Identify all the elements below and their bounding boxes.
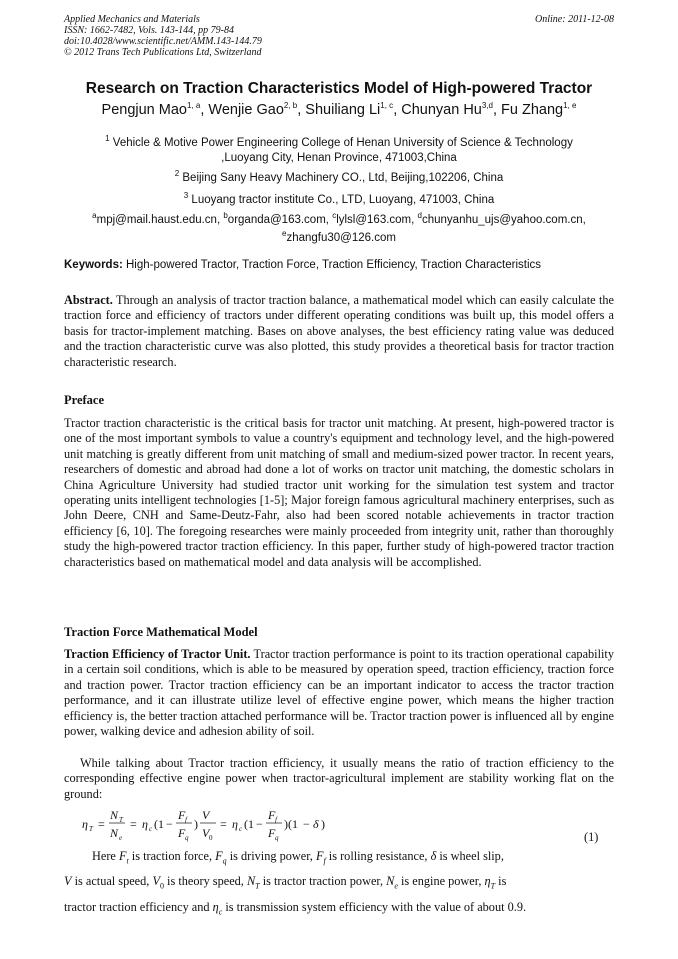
section-heading: Traction Force Mathematical Model: [64, 625, 258, 639]
svg-text:q: q: [185, 834, 189, 842]
svg-text:η: η: [142, 817, 148, 831]
svg-text:F: F: [178, 808, 186, 822]
symbol-definitions: Here $F_t$ is traction force, $F_q$ is driving power, $F_f$ is rolling resistance, δ is wheel slip, V is actual speed, $V_0$ is theory speed, $N_T$ is tractor traction power, $N_e$ is engine power, $\eta_T$ is tractor traction efficiency and $\eta_c$ is transmission system efficiency with the value of about 0.9.: [64, 849, 527, 917]
definition-text: is driving power,: [226, 849, 316, 863]
svg-text:η: η: [82, 817, 88, 831]
svg-text:−: −: [256, 817, 263, 831]
definition-text: is theory speed,: [163, 874, 247, 889]
svg-text:F: F: [178, 826, 186, 840]
email-list: [0, 209, 678, 245]
issn-line: ISSN: 1662-7482, Vols. 143-144, pp 79-84: [64, 25, 234, 36]
definition-text: is transmission system efficiency with the value of about 0.9.: [222, 899, 527, 914]
journal-header: [64, 14, 262, 58]
author-name: Wenjie Gao: [208, 101, 284, 118]
svg-text:f: f: [185, 816, 187, 824]
author-name: Fu Zhang: [501, 101, 564, 118]
abstract-label: Abstract.: [64, 293, 113, 307]
svg-text:F: F: [268, 808, 276, 822]
affiliation-2: [0, 166, 678, 186]
keywords-text: High-powered Tractor, Traction Force, Traction Efficiency, Traction Characteristics: [126, 259, 542, 271]
affiliation-sup: 1: [105, 134, 110, 143]
definition-text: is actual speed,: [71, 874, 153, 889]
affiliation-sup: 2: [174, 169, 180, 178]
paragraph-text: Tractor traction performance is point to its traction operational capability in a certain soil conditions, which is able to be measured by operation speed, traction efficiency, traction force and traction power. Tractor traction efficiency can be an important indicator to access the tractor traction performance, and it can illustrate utilize level of effective engine power, which means the higher traction efficiency is, the better traction attached performance will be. Tractor traction power is influenced all by engine power, walking device and adhesion ability of soil.: [64, 647, 614, 739]
svg-text:f: f: [275, 816, 277, 824]
preface-heading: Preface: [64, 393, 105, 407]
email-sup: e: [282, 228, 287, 238]
author-name: Pengjun Mao: [101, 101, 187, 118]
email: lylsl@163.com,: [336, 213, 418, 226]
definition-text: is wheel slip,: [436, 849, 504, 863]
svg-text:δ: δ: [313, 817, 319, 831]
svg-text:=: =: [220, 817, 227, 831]
preface-text: Tractor traction characteristic is the critical basis for tractor unit matching. At present, high-powered tractor is one of the most important symbols to value a country's equipment and technology level, and the high-powered unit matching is greatly different from unit matching of small and medium-sized power tractor. In recent years, researchers of domestic and abroad had done a lot of works on tractor unit matching, the domestic scholars in China Agriculture University had studied tractor unit working for the simulation test system and tractor operating units intelligent technologies [1-5]; Major foreign famous agricultural machinery enterprises, such as John Deere, CNH and Same-Deutz-Fahr, also had been scored notable achievements in tractor traction efficiency [6, 10]. The foregoing researches were mainly proceeded from integrity unit, rather than thoroughly study the high-powered tractor traction efficiency. In this paper, further study of high-powered tractor traction characteristics based on mathematical model and data analysis will be accomplished.: [64, 416, 614, 569]
definition-text: is tractor traction power,: [259, 874, 387, 889]
paper-title: Research on Traction Characteristics Model of High-powered Tractor: [85, 80, 593, 97]
doi-line: doi:10.4028/www.scientific.net/AMM.143-144.79: [64, 36, 262, 47]
svg-text:c: c: [239, 825, 243, 833]
equation-number: (1): [584, 830, 599, 844]
svg-text:V: V: [202, 808, 210, 822]
abstract-text: Through an analysis of tractor traction balance, a mathematical model which can easily calculate the traction force and efficiency of tractors under different operating conditions was built up, this model offers a basis for tractor-implement matching. Bases on above analyses, the best efficiency rating value was deduced and the traction characteristic curve was also plotted, this study provides a theoretical basis for tractor traction characteristic research.: [64, 293, 614, 369]
definition-text: is traction force,: [128, 849, 216, 863]
svg-text:T: T: [89, 825, 93, 833]
affiliation-3: [0, 188, 678, 208]
online-date: Online: 2011-12-08: [535, 14, 614, 25]
email: chunyanhu_ujs@yahoo.com.cn,: [421, 213, 586, 226]
svg-text:e: e: [119, 834, 123, 842]
journal-name: Applied Mechanics and Materials: [64, 14, 200, 25]
affiliation-text: ,Luoyang City, Henan Province, 471003,China: [221, 151, 457, 164]
definition-text: is: [495, 874, 507, 889]
keywords-label: Keywords:: [64, 259, 123, 271]
definition-text: is engine power,: [397, 874, 485, 889]
author-name: Shuiliang Li: [305, 101, 381, 118]
copyright-line: © 2012 Trans Tech Publications Ltd, Switzerland: [64, 47, 262, 58]
email: organda@163.com,: [227, 213, 333, 226]
email: zhangfu30@126.com: [286, 231, 396, 244]
affiliation-text: Luoyang tractor institute Co., LTD, Luoyang, 471003, China: [191, 193, 495, 206]
affiliation-sup: 3: [183, 191, 189, 200]
author-list: Pengjun Mao$^{1, a}$, Wenjie Gao$^{2, b}$, Shuiliang Li$^{1, c}$, Chunyan Hu$^{3,d}$, Fu Zhang$^{1, e}$: [101, 101, 577, 118]
definition-text: Here: [92, 849, 119, 863]
author-sup: 1, c: [380, 101, 394, 110]
subsection-label: Traction Efficiency of Tractor Unit.: [64, 647, 251, 661]
section-paragraph-1: [64, 647, 614, 739]
svg-text:): ): [321, 817, 325, 831]
equation-1: [82, 806, 622, 846]
email-sup: d: [417, 211, 422, 220]
svg-text:=: =: [98, 817, 105, 831]
email-sup: c: [332, 211, 337, 220]
abstract: [64, 293, 614, 370]
author-sup: 1, a: [186, 101, 201, 110]
author-sup: 3,d: [481, 101, 493, 110]
email: mpj@mail.haust.edu.cn,: [96, 213, 224, 226]
keywords: [64, 259, 616, 271]
svg-text:η: η: [232, 817, 238, 831]
definition-text: is rolling resistance,: [325, 849, 431, 863]
svg-text:(1: (1: [154, 817, 164, 831]
affiliation-text: Vehicle & Motive Power Engineering College of Henan University of Science & Technology: [112, 136, 573, 149]
svg-text:c: c: [149, 825, 153, 833]
svg-text:0: 0: [209, 834, 213, 842]
email-sup: b: [223, 211, 228, 220]
svg-text:V: V: [202, 826, 210, 840]
svg-text:−: −: [303, 817, 310, 831]
svg-text:)(1: )(1: [284, 817, 298, 831]
affiliation-1: [0, 131, 678, 166]
email-sup: a: [92, 211, 97, 220]
svg-text:−: −: [166, 817, 173, 831]
author-name: Chunyan Hu: [401, 101, 482, 118]
definition-text: tractor traction efficiency and: [64, 899, 213, 914]
svg-text:(1: (1: [244, 817, 254, 831]
author-sup: 2, b: [283, 101, 298, 110]
svg-text:T: T: [119, 816, 123, 824]
svg-text:): ): [194, 817, 198, 831]
svg-text:q: q: [275, 834, 279, 842]
svg-text:=: =: [130, 817, 137, 831]
author-sup: 1, e: [563, 101, 577, 110]
affiliation-text: Beijing Sany Heavy Machinery CO., Ltd, Beijing,102206, China: [182, 171, 504, 184]
section-paragraph-2: While talking about Tractor traction efficiency, it usually means the ratio of traction efficiency to the corresponding effective engine power when tractor-agricultural implement are stability working flat on the ground:: [64, 756, 614, 801]
svg-text:N: N: [110, 826, 119, 840]
svg-text:N: N: [110, 808, 119, 822]
svg-text:F: F: [268, 826, 276, 840]
